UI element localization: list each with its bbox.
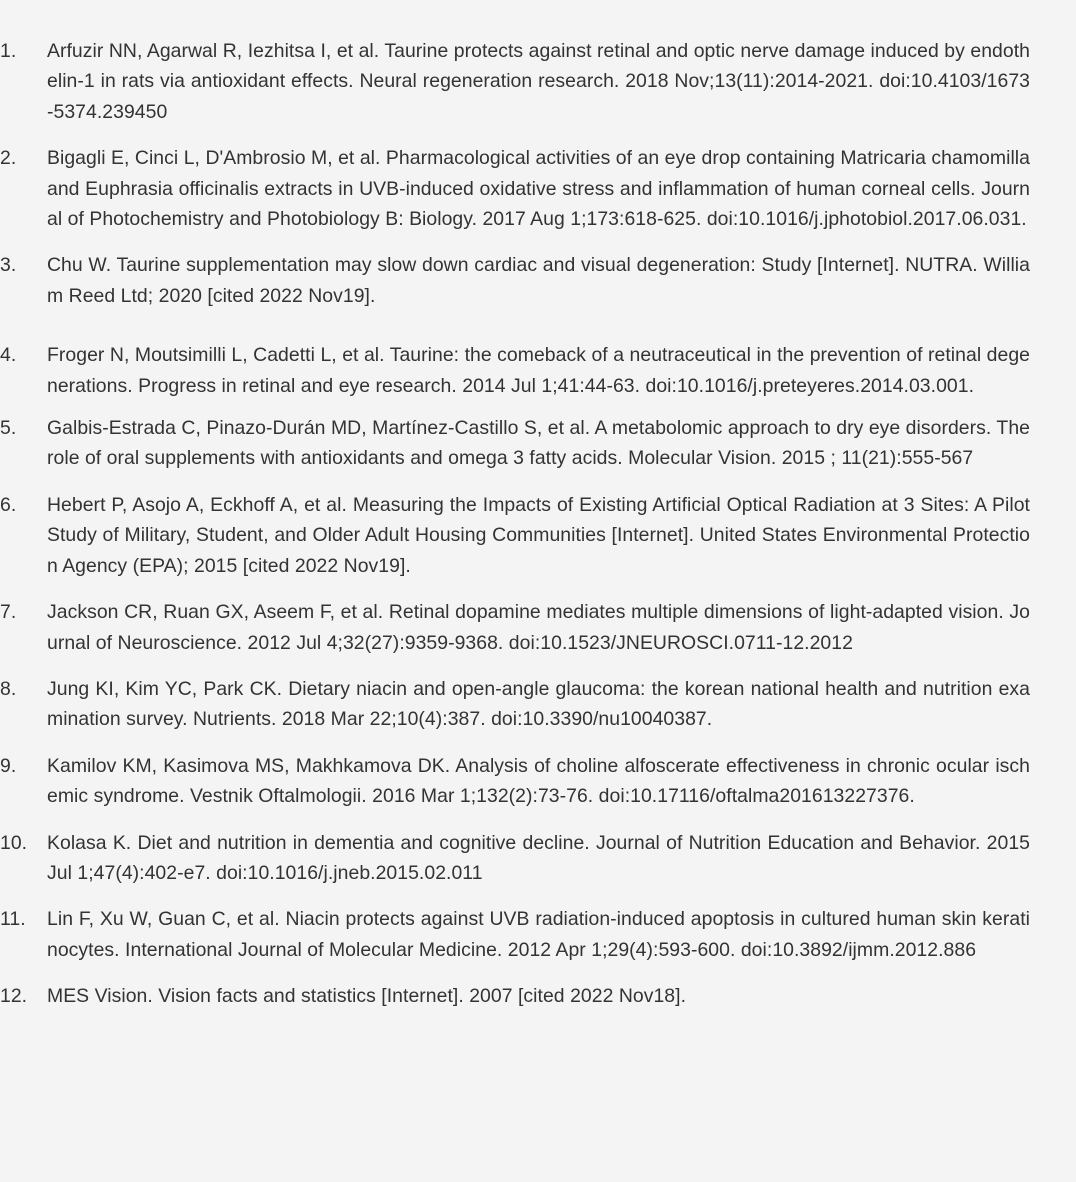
reference-text: Kolasa K. Diet and nutrition in dementia and cognitive decline. Journal of Nutrition Education and Behavior. 2015 Jul 1;47(4):402-e7. doi:10.1016/j.jneb.2015.02.011 [47,831,1030,884]
reference-text: Galbis-Estrada C, Pinazo-Durán MD, Martínez-Castillo S, et al. A metabolomic approach to dry eye disorders. The role of oral supplements with antioxidants and omega 3 fatty acids. Molecular Vision. 2015 ; 11(21):555-567 [47,417,1030,470]
reference-number: 7. [0,601,17,624]
reference-item [0,143,1076,234]
reference-text: Lin F, Xu W, Guan C, et al. Niacin protects against UVB radiation-induced apoptosis in cultured human skin keratinocytes. International Journal of Molecular Medicine. 2012 Apr 1;29(4):593-600. doi:10.3892/ijmm.2012.886 [47,908,1030,961]
reference-list [0,36,1076,1028]
reference-item [0,250,1076,311]
reference-number: 5. [0,417,17,440]
reference-number: 10. [0,831,28,854]
reference-text: Jackson CR, Ruan GX, Aseem F, et al. Retinal dopamine mediates multiple dimensions of light-adapted vision. Journal of Neuroscience. 2012 Jul 4;32(27):9359-9368. doi:10.1523/JNEUROSCI.0711-12.2012 [47,601,1030,654]
reference-number: 8. [0,677,17,700]
reference-text: Kamilov KM, Kasimova MS, Makhkamova DK. Analysis of choline alfoscerate effectiveness in chronic ocular ischemic syndrome. Vestnik Oftalmologii. 2016 Mar 1;132(2):73-76. doi:10.17116/oftalma201613227376. [47,754,1030,808]
reference-number: 9. [0,754,17,777]
reference-number: 11. [0,908,26,931]
reference-item [0,828,1076,889]
reference-text: Chu W. Taurine supplementation may slow down cardiac and visual degeneration: Study [Internet]. NUTRA. William Reed Ltd; 2020 [cited 2022 Nov19]. [47,254,1030,307]
reference-item [0,490,1076,581]
reference-item [0,597,1076,658]
reference-number: 3. [0,254,17,277]
reference-number: 2. [0,147,17,170]
reference-item [0,36,1076,127]
reference-text: MES Vision. Vision facts and statistics [Internet]. 2007 [cited 2022 Nov18]. [47,985,687,1008]
reference-number: 6. [0,493,17,516]
reference-number: 12. [0,985,28,1008]
reference-text: Jung KI, Kim YC, Park CK. Dietary niacin and open-angle glaucoma: the korean national health and nutrition examination survey. Nutrients. 2018 Mar 22;10(4):387. doi:10.3390/nu10040387. [47,677,1030,731]
reference-item [0,674,1076,735]
reference-text: Bigagli E, Cinci L, D'Ambrosio M, et al. Pharmacological activities of an eye drop containing Matricaria chamomilla and Euphrasia officinalis extracts in UVB-induced oxidative stress and inflammation of human corneal cells. Journal of Photochemistry and Photobiology B: Biology. 2017 Aug 1;173:618-625. doi:10.1016/j.jphotobiol.2017.06.031. [47,147,1030,231]
reference-number: 4. [0,344,17,367]
reference-item [0,751,1076,812]
reference-text: Hebert P, Asojo A, Eckhoff A, et al. Measuring the Impacts of Existing Artificial Optical Radiation at 3 Sites: A Pilot Study of Military, Student, and Older Adult Housing Communities [Internet]. United States Environmental Protection Agency (EPA); 2015 [cited 2022 Nov19]. [47,493,1030,577]
reference-item [0,340,1076,401]
reference-text: Arfuzir NN, Agarwal R, Iezhitsa I, et al. Taurine protects against retinal and optic nerve damage induced by endothelin-1 in rats via antioxidant effects. Neural regeneration research. 2018 Nov;13(11):2014-2021. doi:10.4103/1673-5374.239450 [47,40,1030,123]
reference-item [0,413,1076,474]
reference-item [0,904,1076,965]
reference-item [0,981,1076,1011]
reference-number: 1. [0,40,17,62]
reference-text: Froger N, Moutsimilli L, Cadetti L, et al. Taurine: the comeback of a neutraceutical in the prevention of retinal degenerations. Progress in retinal and eye research. 2014 Jul 1;41:44-63. doi:10.1016/j.preteyeres.2014.03.001. [47,344,1030,397]
